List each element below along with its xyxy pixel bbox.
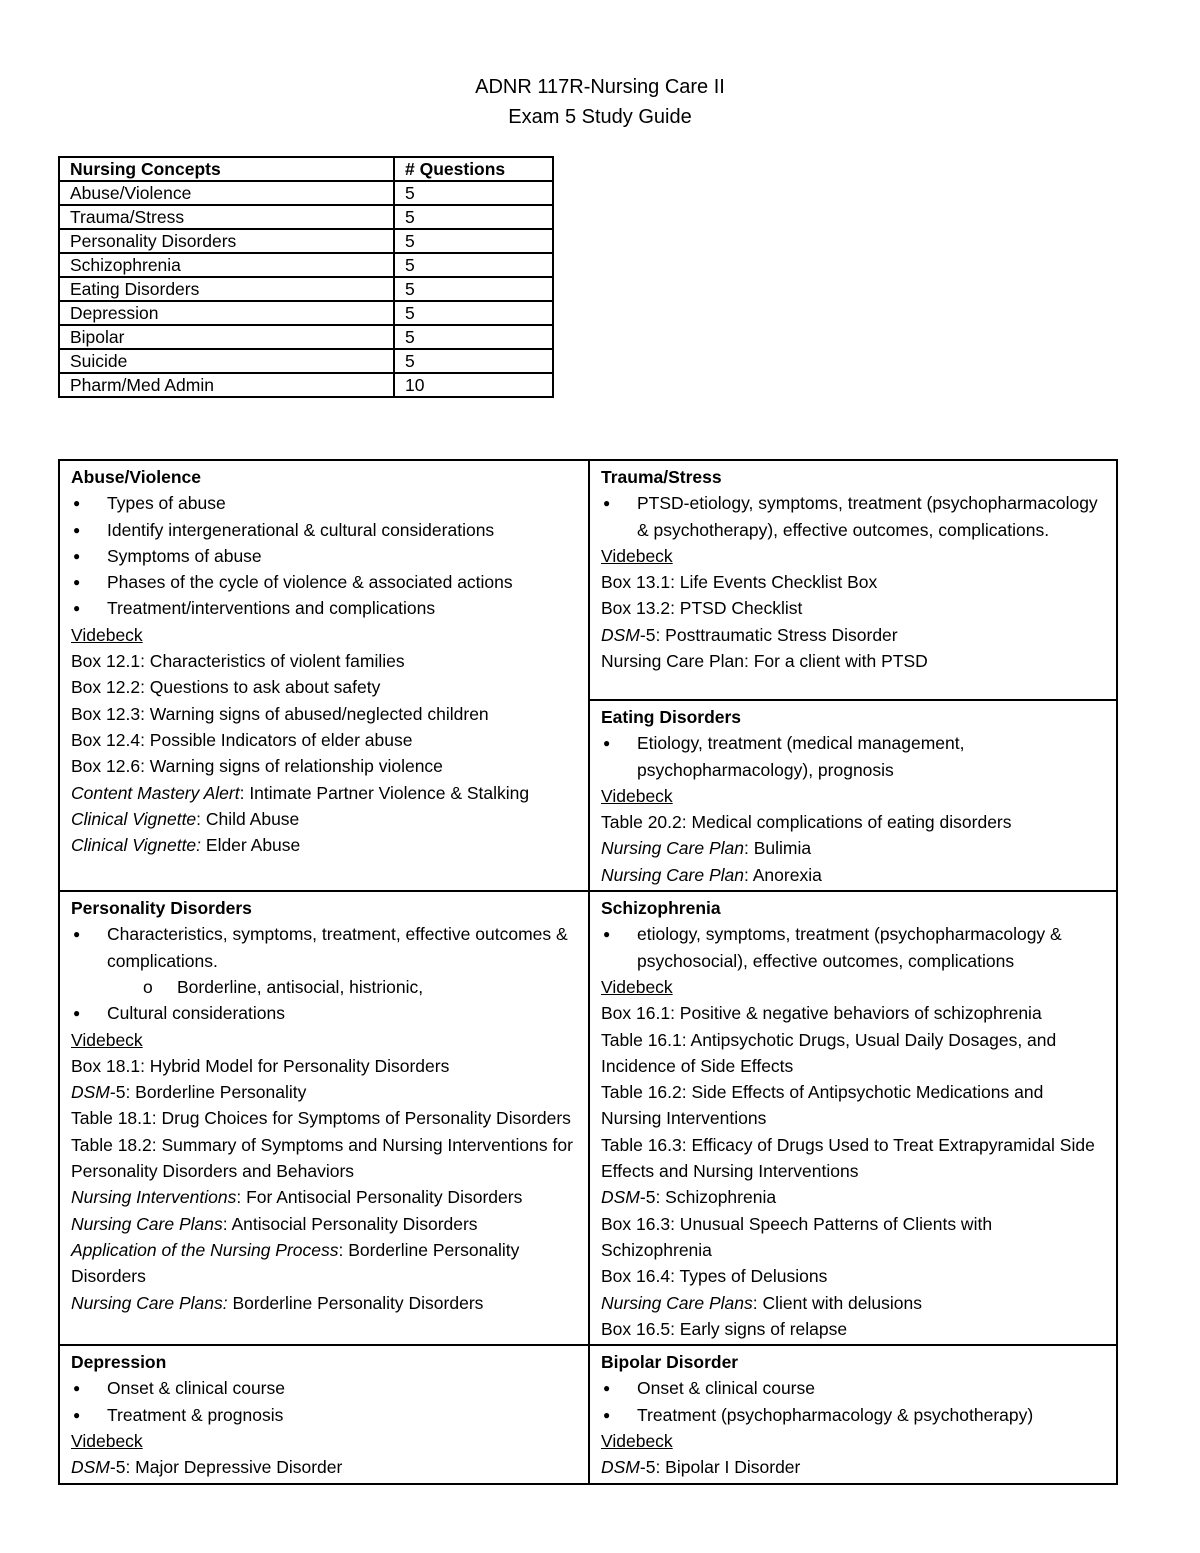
reference-label: Nursing Interventions	[71, 1187, 237, 1208]
dsm-suffix: -5	[639, 624, 656, 645]
reference-line	[601, 569, 1106, 595]
reference-label: Box 13.1	[601, 572, 671, 593]
reference-line	[601, 835, 1106, 861]
reference-line	[71, 1053, 578, 1079]
reference-label: Table 18.2	[71, 1134, 152, 1155]
source-label: Videbeck	[601, 785, 673, 806]
sub-bullet-item: o Borderline, antisocial, histrionic,	[71, 974, 578, 1000]
reference-line	[71, 1105, 578, 1131]
reference-label: Content Mastery Alert	[71, 782, 240, 803]
dsm-label: DSM	[71, 1082, 110, 1103]
sub-bullet-list	[71, 974, 578, 1000]
bullet-item: ● Symptoms of abuse	[71, 543, 578, 569]
reference-label: Table 16.1	[601, 1029, 682, 1050]
reference-line	[601, 1290, 1106, 1316]
reference-label: Box 18.1	[71, 1055, 141, 1076]
reference-text: : Drug Choices for Symptoms of Personality Disorders	[151, 1108, 571, 1129]
reference-line	[71, 701, 578, 727]
topics-row	[59, 891, 1117, 1345]
reference-text: : Warning signs of abused/neglected children	[140, 703, 489, 724]
source-label: Videbeck	[601, 976, 673, 997]
reference-text: : Characteristics of violent families	[140, 651, 405, 672]
reference-line	[71, 1211, 578, 1237]
reference-text: : Client with delusions	[752, 1292, 922, 1313]
reference-label: Nursing Care Plans	[71, 1213, 223, 1234]
reference-text: : Life Events Checklist Box	[670, 572, 878, 593]
reference-line	[601, 1027, 1106, 1080]
section-schizophrenia	[589, 891, 1117, 1345]
reference-line	[601, 595, 1106, 621]
concept-cell: Schizophrenia	[59, 253, 394, 277]
reference-line	[601, 1184, 1106, 1210]
concept-cell: Pharm/Med Admin	[59, 373, 394, 397]
reference-label: Box 12.2	[71, 677, 141, 698]
table-row	[59, 325, 553, 349]
section-abuse-violence	[59, 460, 589, 891]
concept-cell: Suicide	[59, 349, 394, 373]
reference-line	[71, 1290, 578, 1316]
reference-text: : Antipsychotic Drugs, Usual Daily Dosages, and Incidence of Side Effects	[601, 1029, 1057, 1076]
section-eating-disorders	[589, 700, 1117, 891]
bullet-list	[601, 730, 1106, 783]
reference-label: Box 16.5	[601, 1318, 671, 1339]
section-title: Depression	[71, 1352, 167, 1373]
column-header-questions: # Questions	[394, 157, 553, 181]
reference-label: Box 12.4	[71, 729, 141, 750]
table-row	[59, 373, 553, 397]
reference-line	[601, 622, 1106, 648]
section-title: Abuse/Violence	[71, 467, 202, 487]
bullet-item: ● PTSD-etiology, symptoms, treatment (psychopharmacology & psychotherapy), effective outcomes, complications.	[601, 490, 1106, 543]
reference-text: : Schizophrenia	[655, 1187, 777, 1208]
section-title: Trauma/Stress	[601, 467, 722, 487]
reference-text: : Questions to ask about safety	[140, 677, 381, 698]
reference-text: : Borderline Personality	[125, 1082, 307, 1103]
reference-label: Table 20.2	[601, 812, 682, 833]
reference-text: : Hybrid Model for Personality Disorders	[140, 1055, 450, 1076]
reference-text: : Possible Indicators of elder abuse	[140, 729, 413, 750]
dsm-suffix: -5	[109, 1457, 126, 1478]
dsm-suffix: -5	[639, 1187, 656, 1208]
questions-cell: 5	[394, 229, 553, 253]
concept-cell: Abuse/Violence	[59, 181, 394, 205]
source-label: Videbeck	[601, 1431, 673, 1452]
reference-line	[601, 1454, 1106, 1480]
bullet-item: ● Etiology, treatment (medical management, psychopharmacology), prognosis	[601, 730, 1106, 783]
section-personality-disorders	[59, 891, 589, 1345]
reference-text: : Bipolar I Disorder	[655, 1457, 801, 1478]
reference-label: Clinical Vignette	[71, 808, 197, 829]
reference-label: Nursing Care Plans	[601, 1292, 753, 1313]
bullet-item: ● Onset & clinical course	[71, 1375, 578, 1401]
bullet-item: ● Cultural considerations	[71, 1000, 578, 1026]
dsm-label: DSM	[601, 1457, 640, 1478]
bullet-item: ● Characteristics, symptoms, treatment, effective outcomes & complications.	[71, 921, 578, 974]
questions-cell: 10	[394, 373, 553, 397]
questions-cell: 5	[394, 325, 553, 349]
bullet-list	[71, 490, 578, 621]
reference-line	[601, 809, 1106, 835]
reference-label: Box 13.2	[601, 598, 671, 619]
reference-line	[71, 1079, 578, 1105]
reference-text: : Major Depressive Disorder	[125, 1457, 343, 1478]
reference-text: : Warning signs of relationship violence	[140, 756, 443, 777]
table-row	[59, 253, 553, 277]
reference-line	[71, 727, 578, 753]
reference-text: : Positive & negative behaviors of schizophrenia	[670, 1003, 1042, 1024]
section-title: Schizophrenia	[601, 898, 721, 919]
reference-label: Box 16.3	[601, 1213, 671, 1234]
bullet-item: ● Types of abuse	[71, 490, 578, 516]
reference-text: : Early signs of relapse	[670, 1318, 848, 1339]
reference-label: Nursing Care Plan	[601, 864, 744, 885]
dsm-label: DSM	[71, 1457, 110, 1478]
table-row	[59, 205, 553, 229]
section-title: Eating Disorders	[601, 707, 742, 727]
reference-label: Box 12.1	[71, 651, 141, 672]
reference-label: Box 12.3	[71, 703, 141, 724]
questions-cell: 5	[394, 205, 553, 229]
reference-text: : Bulimia	[743, 838, 812, 859]
bullet-list	[71, 1375, 578, 1428]
section-title: Personality Disorders	[71, 898, 252, 919]
reference-text: Elder Abuse	[201, 835, 301, 856]
column-header-concept: Nursing Concepts	[59, 157, 394, 181]
bullet-list	[71, 921, 578, 974]
reference-text: : Child Abuse	[196, 808, 300, 829]
reference-line	[71, 648, 578, 674]
questions-cell: 5	[394, 181, 553, 205]
reference-line	[601, 1211, 1106, 1264]
reference-label: Application of the Nursing Process	[71, 1239, 339, 1260]
reference-label: Box 16.1	[601, 1003, 671, 1024]
table-row	[59, 277, 553, 301]
dsm-label: DSM	[601, 624, 640, 645]
reference-text: : Medical complications of eating disorders	[681, 812, 1012, 833]
section-bipolar-disorder	[589, 1345, 1117, 1483]
concept-cell: Depression	[59, 301, 394, 325]
bullet-item: ● Phases of the cycle of violence & associated actions	[71, 569, 578, 595]
reference-line	[601, 1000, 1106, 1026]
dsm-label: DSM	[601, 1187, 640, 1208]
reference-text: : Unusual Speech Patterns of Clients with Schizophrenia	[601, 1213, 993, 1260]
bullet-item: ● Identify intergenerational & cultural considerations	[71, 517, 578, 543]
reference-text: : PTSD Checklist	[670, 598, 803, 619]
reference-text: : Borderline Personality Disorders	[71, 1239, 520, 1287]
bullet-list	[601, 921, 1106, 974]
reference-line	[601, 862, 1106, 888]
section-trauma-stress	[589, 460, 1117, 700]
reference-label: Box 12.6	[71, 756, 141, 777]
reference-line	[71, 1132, 578, 1185]
reference-label: Table 18.1	[71, 1108, 152, 1129]
table-row	[59, 349, 553, 373]
reference-text: : Summary of Symptoms and Nursing Interventions for Personality Disorders and Behaviors	[71, 1134, 573, 1182]
source-label: Videbeck	[71, 624, 143, 645]
reference-text: Borderline Personality Disorders	[227, 1292, 484, 1313]
questions-cell: 5	[394, 253, 553, 277]
reference-label: Nursing Care Plans:	[71, 1292, 228, 1313]
question-count-table	[58, 156, 554, 398]
reference-line	[601, 1079, 1106, 1132]
reference-line	[71, 674, 578, 700]
reference-text: : Efficacy of Drugs Used to Treat Extrapyramidal Side Effects and Nursing Interventions	[601, 1134, 1095, 1182]
course-title: ADNR 117R-Nursing Care II	[475, 76, 725, 98]
reference-line	[601, 1132, 1106, 1185]
reference-label: Nursing Care Plan	[601, 838, 744, 859]
reference-line	[601, 1316, 1106, 1342]
bullet-item: ● etiology, symptoms, treatment (psychopharmacology & psychosocial), effective outcomes, complications	[601, 921, 1106, 974]
reference-text: : Anorexia	[743, 864, 822, 885]
reference-label: Table 16.3	[601, 1134, 682, 1155]
bullet-item: ● Treatment/interventions and complications	[71, 595, 578, 621]
reference-line	[601, 1263, 1106, 1289]
reference-line	[71, 806, 578, 832]
reference-text: : Antisocial Personality Disorders	[222, 1213, 478, 1234]
bullet-item: ● Treatment & prognosis	[71, 1402, 578, 1428]
dsm-suffix: -5	[639, 1457, 656, 1478]
reference-label: Clinical Vignette:	[71, 835, 202, 856]
section-depression	[59, 1345, 589, 1483]
concept-cell: Bipolar	[59, 325, 394, 349]
reference-text: : For Antisocial Personality Disorders	[236, 1187, 523, 1208]
table-row	[59, 301, 553, 325]
exam-title: Exam 5 Study Guide	[508, 106, 692, 128]
reference-line	[71, 832, 578, 858]
reference-line	[71, 1184, 578, 1210]
topics-table	[58, 459, 1118, 1485]
topics-row	[59, 460, 1117, 700]
reference-line: Nursing Care Plan: For a client with PTSD	[601, 651, 928, 672]
reference-line	[71, 1237, 578, 1290]
bullet-list	[601, 1375, 1106, 1428]
source-label: Videbeck	[601, 545, 673, 566]
bullet-item: ● Onset & clinical course	[601, 1375, 1106, 1401]
reference-line	[71, 780, 578, 806]
bullet-item: ● Treatment (psychopharmacology & psychotherapy)	[601, 1402, 1106, 1428]
reference-text: : Side Effects of Antipsychotic Medications and Nursing Interventions	[601, 1082, 1044, 1129]
source-label: Videbeck	[71, 1431, 143, 1452]
reference-text: : Types of Delusions	[670, 1266, 828, 1287]
section-title: Bipolar Disorder	[601, 1352, 739, 1373]
table-row	[59, 181, 553, 205]
questions-cell: 5	[394, 277, 553, 301]
table-row	[59, 229, 553, 253]
concept-cell: Trauma/Stress	[59, 205, 394, 229]
reference-text: : Posttraumatic Stress Disorder	[655, 624, 898, 645]
reference-label: Box 16.4	[601, 1266, 671, 1287]
bullet-list	[601, 490, 1106, 543]
reference-text: : Intimate Partner Violence & Stalking	[239, 782, 530, 803]
source-label: Videbeck	[71, 1029, 143, 1050]
bullet-list	[71, 1000, 578, 1026]
questions-cell: 5	[394, 349, 553, 373]
reference-label: Table 16.2	[601, 1082, 682, 1103]
questions-cell: 5	[394, 301, 553, 325]
reference-line	[71, 753, 578, 779]
table-header-row	[59, 157, 553, 181]
concept-cell: Eating Disorders	[59, 277, 394, 301]
topics-row	[59, 1345, 1117, 1483]
document-header	[0, 72, 1200, 132]
dsm-suffix: -5	[109, 1082, 126, 1103]
reference-line	[71, 1454, 578, 1480]
concept-cell: Personality Disorders	[59, 229, 394, 253]
